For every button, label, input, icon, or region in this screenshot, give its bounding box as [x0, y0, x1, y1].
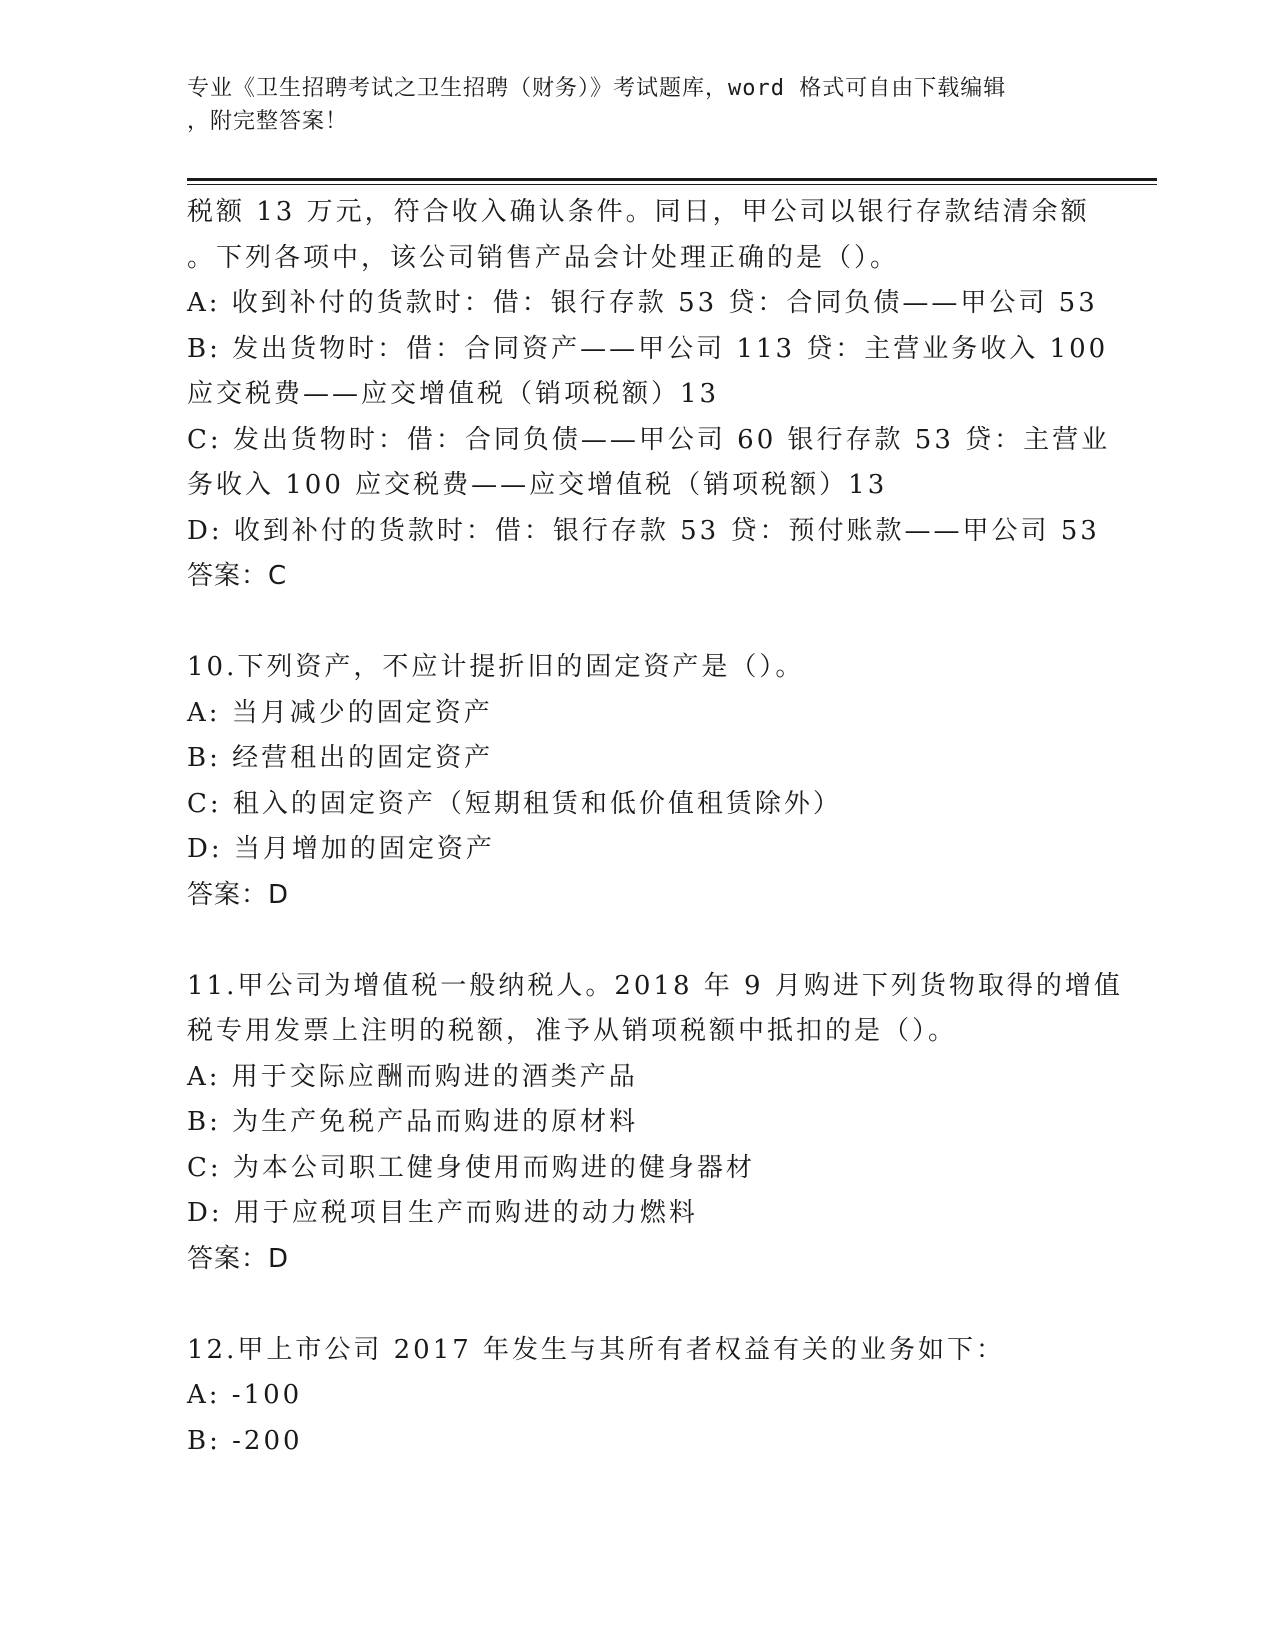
option-d: D: 收到补付的货款时：借：银行存款 53 贷：预付账款——甲公司 53 [187, 515, 1100, 546]
question-stem-continued: 税专用发票上注明的税额，准予从销项税额中抵扣的是（）。 [187, 1016, 958, 1046]
header-title-line-2: ，附完整答案！ [187, 109, 349, 134]
option-b: B: 发出货物时：借：合同资产——甲公司 113 贷：主营业务收入 100 [187, 333, 1109, 364]
answer: 答案：D [187, 1243, 290, 1274]
question-10 [187, 645, 1087, 918]
option-a: A: 用于交际应酬而购进的酒类产品 [187, 1061, 638, 1092]
option-c: C: 发出货物时：借：合同负债——甲公司 60 银行存款 53 贷：主营业 [187, 424, 1111, 455]
question-stem: 11.甲公司为增值税一般纳税人。2018 年 9 月购进下列货物取得的增值 [187, 970, 1123, 1001]
option-b: B: -200 [187, 1425, 303, 1456]
header-divider-thick [187, 178, 1157, 181]
spacer [187, 918, 1087, 964]
answer: 答案：C [187, 561, 288, 591]
option-a: A: 收到补付的货款时：借：银行存款 53 贷：合同负债——甲公司 53 [187, 288, 1098, 318]
header-divider-thin [187, 184, 1157, 185]
option-b-continued: 应交税费——应交增值税（销项税额）13 [187, 379, 720, 409]
spacer [187, 1282, 1087, 1328]
option-a: A: -100 [187, 1380, 303, 1410]
spacer [187, 600, 1087, 646]
question-11 [187, 964, 1123, 1283]
question-stem: 税额 13 万元，符合收入确认条件。同日，甲公司以银行存款结清余额 [187, 197, 1090, 227]
question-stem: 12.甲上市公司 2017 年发生与其所有者权益有关的业务如下： [187, 1334, 1006, 1365]
option-c-continued: 务收入 100 应交税费——应交增值税（销项税额）13 [187, 470, 888, 500]
answer: 答案：D [187, 879, 290, 910]
question-9 [187, 190, 1111, 600]
option-c: C: 租入的固定资产（短期租赁和低价值租赁除外） [187, 788, 842, 819]
option-d: D: 当月增加的固定资产 [187, 834, 495, 864]
question-stem: 。下列各项中，该公司销售产品会计处理正确的是（）。 [187, 242, 900, 273]
option-b: B: 为生产免税产品而购进的原材料 [187, 1107, 639, 1137]
option-b: B: 经营租出的固定资产 [187, 743, 494, 773]
question-12 [187, 1328, 1087, 1465]
question-stem: 10.下列资产，不应计提折旧的固定资产是（）。 [187, 652, 805, 682]
question-list [187, 190, 1123, 1464]
option-a: A: 当月减少的固定资产 [187, 697, 493, 728]
header-title-line-1: 专业《卫生招聘考试之卫生招聘（财务）》考试题库，word 格式可自由下载编辑 [187, 76, 1007, 101]
document-header [187, 72, 1067, 138]
option-c: C: 为本公司职工健身使用而购进的健身器材 [187, 1152, 755, 1183]
option-d: D: 用于应税项目生产而购进的动力燃料 [187, 1198, 698, 1228]
